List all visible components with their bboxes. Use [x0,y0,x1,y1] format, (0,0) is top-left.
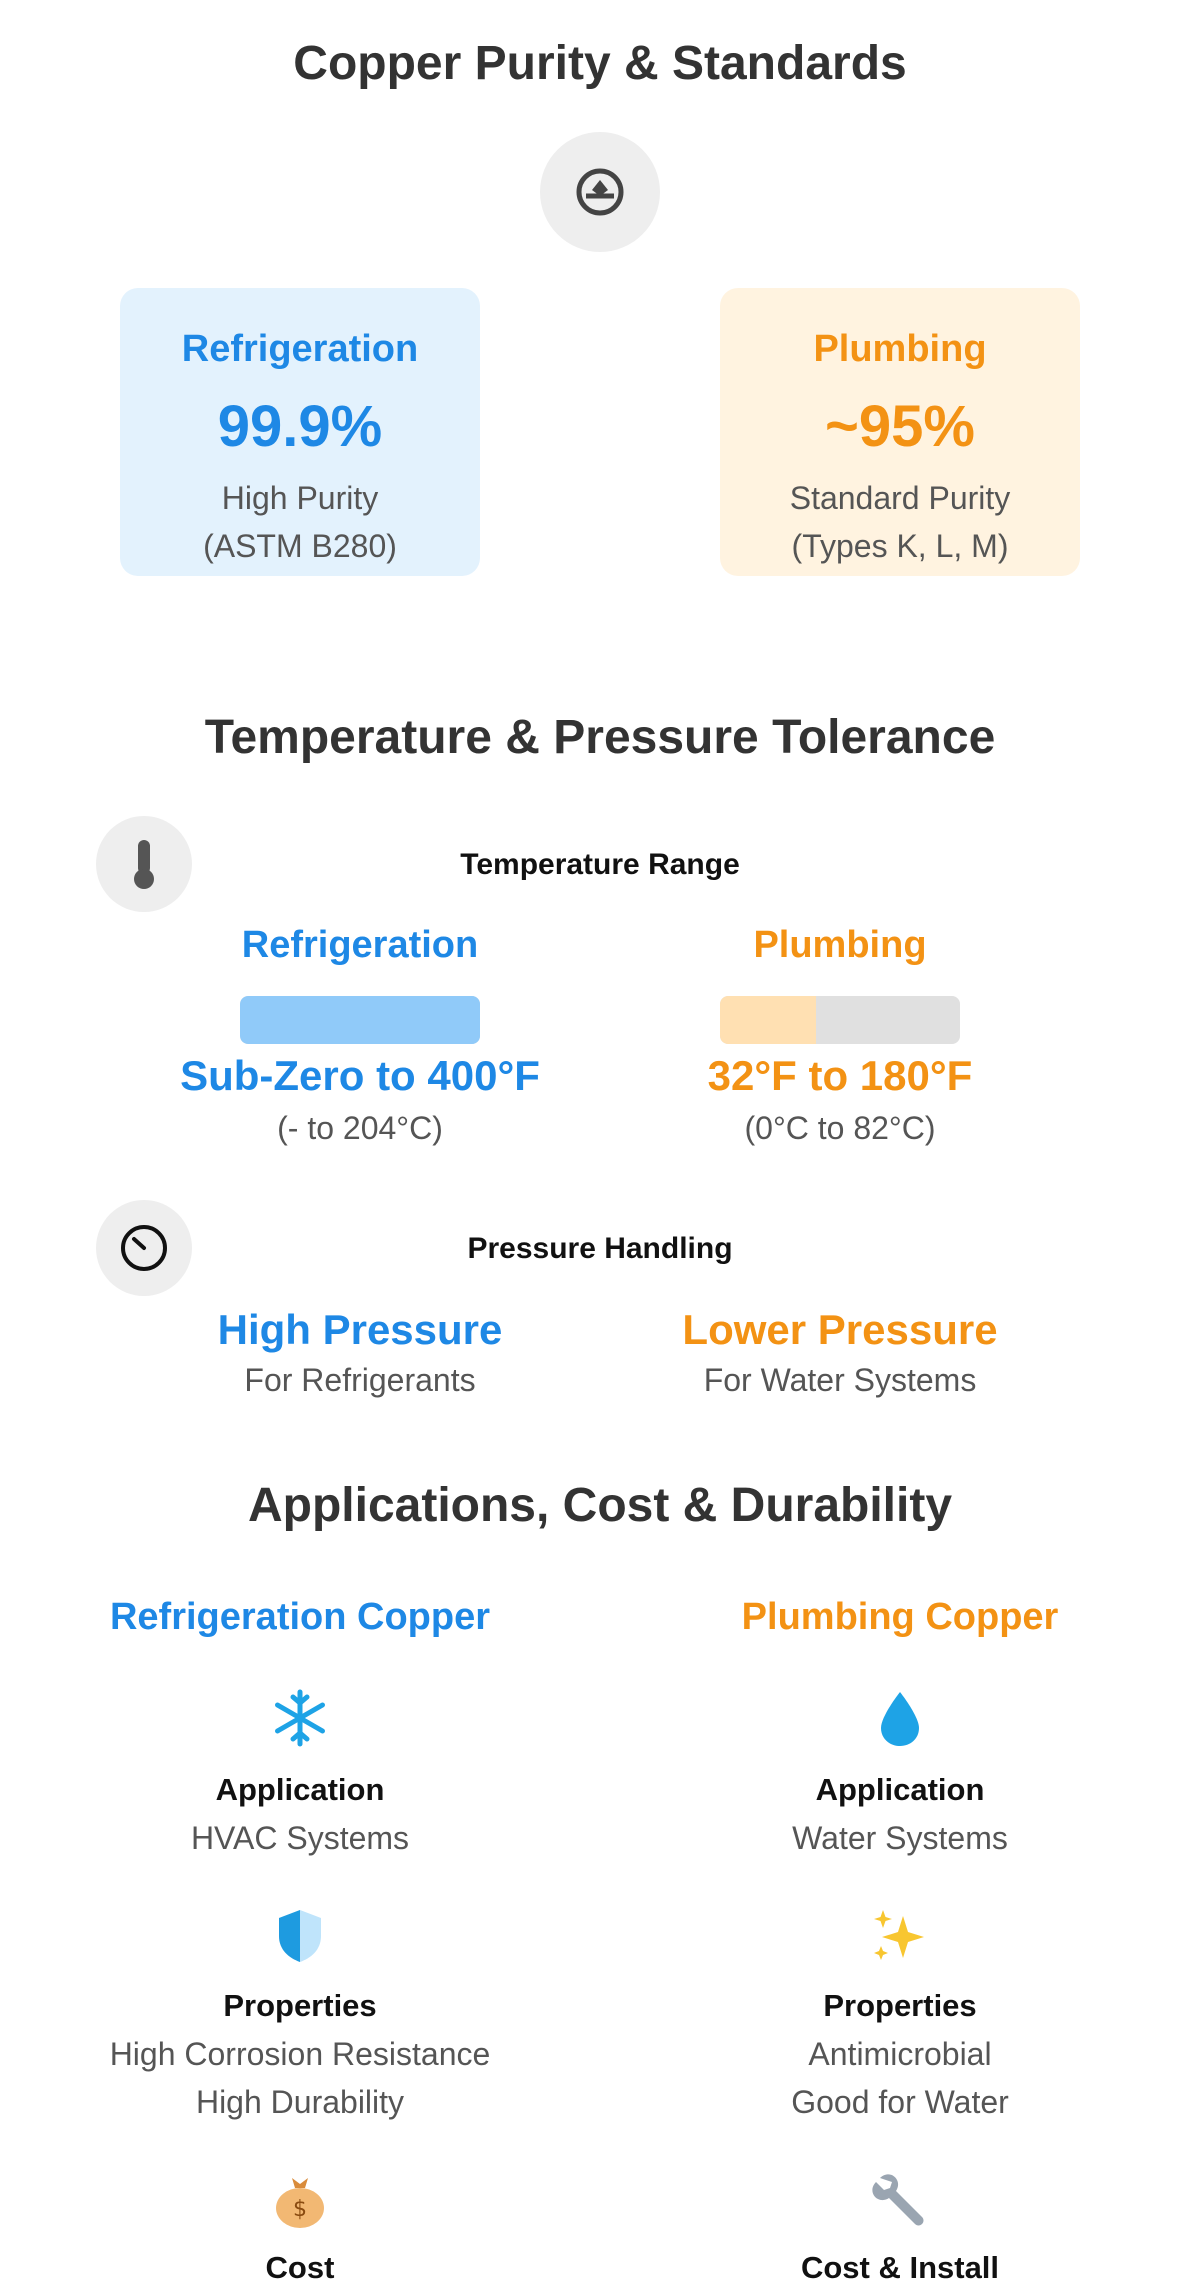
app-label: Cost & Install [800,2250,1000,2285]
plumbing-temp-bar-fill [720,996,816,1044]
app-label: Cost [265,2250,335,2285]
refrigeration-temp-range: Sub-Zero to 400°F [180,1052,540,1099]
app-lines [600,2030,1200,2126]
plumbing-pressure-sub: For Water Systems [703,1362,977,1398]
svg-text:$: $ [293,2197,307,2222]
app-line: High Corrosion Resistance [109,2036,491,2072]
app-line: HVAC Systems [190,1820,410,1856]
card-title: Refrigeration [181,328,419,370]
tolerance-section-title: Temperature & Pressure Tolerance [204,711,996,764]
app-label: Properties [823,1988,977,2023]
refrigeration-copper-title: Refrigeration Copper [109,1596,491,1638]
app-label: Application [215,1772,385,1807]
app-line: Antimicrobial [808,2036,992,2072]
plumbing-temp-label: Plumbing [753,924,927,966]
refrigeration-temp-bar-fill [240,996,480,1044]
app-lines [0,2030,600,2126]
plumbing-temp-bar [720,996,960,1044]
app-label: Application [815,1772,985,1807]
plumbing-temp-range: 32°F to 180°F [707,1052,973,1099]
refrigeration-purity-card [120,288,480,576]
purity-description [120,474,480,570]
app-line: Good for Water [791,2084,1009,2120]
money-bag-icon [0,2170,600,2234]
app-line: Water Systems [792,1820,1008,1856]
sparkles-icon [600,1906,1200,1970]
purity-section-title: Copper Purity & Standards [293,37,907,90]
purity-line: Standard Purity [789,480,1011,516]
refrigeration-temp-label: Refrigeration [241,924,479,966]
card-title: Plumbing [813,328,987,370]
shield-icon [0,1906,600,1970]
snowflake-icon [0,1688,600,1752]
refrigeration-pressure-sub: For Refrigerants [244,1362,476,1398]
purity-line: High Purity [221,480,379,516]
pressure-handling-heading: Pressure Handling [467,1232,733,1265]
plumbing-copper-title: Plumbing Copper [741,1596,1059,1638]
purity-line: (ASTM B280) [203,528,397,564]
refrigeration-temp-bar [240,996,480,1044]
temperature-range-heading: Temperature Range [460,848,740,881]
app-lines [0,1814,600,1862]
app-line: High Durability [195,2084,405,2120]
gauge-badge-icon [540,132,660,252]
purity-value: 99.9% [217,394,383,459]
refrigeration-pressure-label: High Pressure [217,1306,503,1353]
purity-line: (Types K, L, M) [791,528,1009,564]
plumbing-pressure-label: Lower Pressure [682,1306,998,1353]
wrench-icon [600,2170,1200,2234]
water-drop-icon [600,1688,1200,1752]
purity-value: ~95% [825,394,975,459]
plumbing-purity-card [720,288,1080,576]
refrigeration-temp-celsius: (- to 204°C) [277,1110,443,1146]
app-label: Properties [223,1988,377,2023]
purity-description [720,474,1080,570]
plumbing-temp-celsius: (0°C to 82°C) [744,1110,936,1146]
app-lines [600,1814,1200,1862]
applications-section-title: Applications, Cost & Durability [247,1479,953,1532]
